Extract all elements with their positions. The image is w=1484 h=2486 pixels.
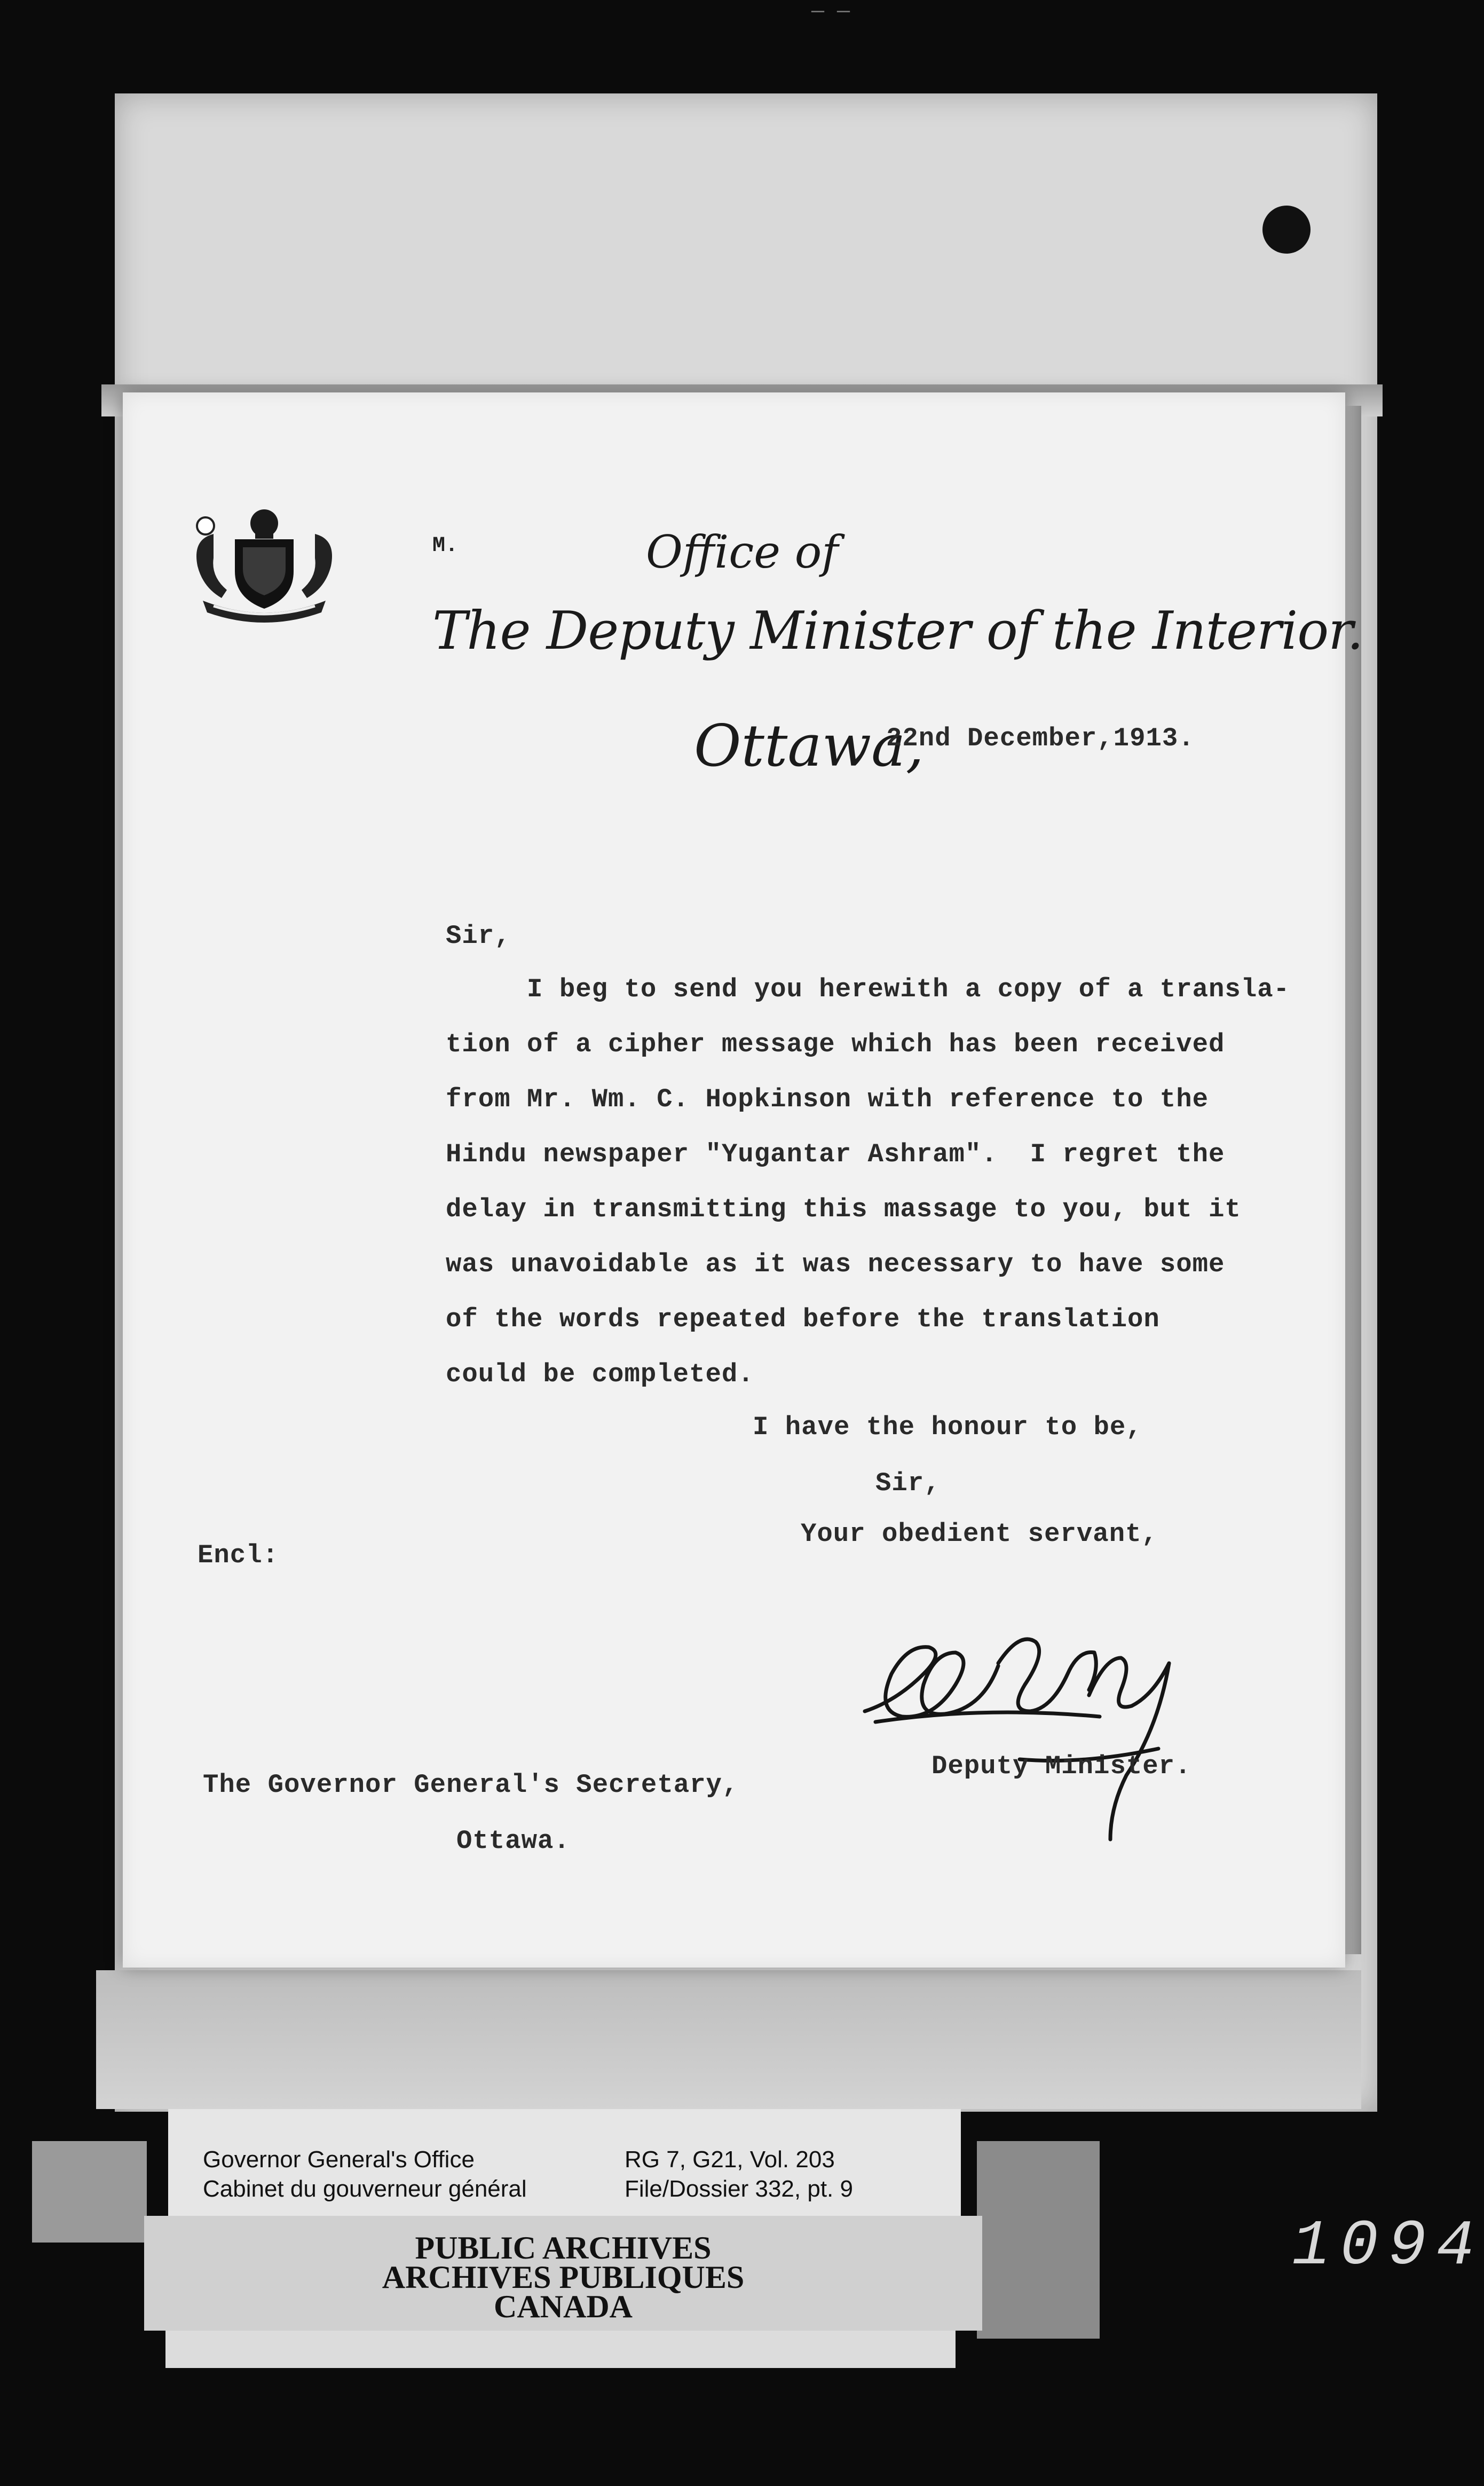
closing-line: Sir, — [875, 1468, 941, 1498]
signature-title: Deputy Minister. — [932, 1751, 1191, 1781]
body-line: delay in transmitting this massage to you, but it — [446, 1194, 1241, 1224]
archive-stamp-line: ARCHIVES PUBLIQUES — [382, 2260, 745, 2295]
body-line: of the words repeated before the translation — [446, 1304, 1160, 1334]
archive-office-en: Governor General's Office — [203, 2146, 475, 2173]
closing-line: I have the honour to be, — [753, 1412, 1142, 1442]
punch-hole — [1262, 206, 1311, 254]
archive-office-fr: Cabinet du gouverneur général — [203, 2176, 527, 2202]
letterhead-mark: M. — [432, 534, 459, 558]
top-edge-marks: — — — [811, 0, 850, 24]
body-line: I beg to send you herewith a copy of a transla- — [446, 974, 1290, 1004]
letterhead-city: Ottawa, — [694, 713, 924, 780]
frame-number: 1094 — [1292, 2210, 1484, 2283]
folder-bottom-strip — [96, 1970, 1361, 2109]
enclosure-note: Encl: — [198, 1540, 279, 1570]
archive-label-strip — [165, 2331, 956, 2368]
body-line: from Mr. Wm. C. Hopkinson with reference to the — [446, 1084, 1209, 1114]
body-line: tion of a cipher message which has been received — [446, 1029, 1225, 1059]
body-line: Hindu newspaper "Yugantar Ashram". I regret the — [446, 1139, 1225, 1169]
body-line: could be completed. — [446, 1359, 754, 1389]
letter-date: 22nd December,1913. — [886, 723, 1195, 753]
body-line: was unavoidable as it was necessary to have some — [446, 1249, 1225, 1279]
archive-stamp-line: CANADA — [494, 2289, 633, 2324]
archive-reference-1: RG 7, G21, Vol. 203 — [625, 2146, 835, 2173]
letterhead-office-of: Office of — [646, 526, 839, 578]
addressee-line: Ottawa. — [456, 1826, 570, 1856]
letterhead-department: The Deputy Minister of the Interior. — [432, 601, 1363, 662]
archive-reference-2: File/Dossier 332, pt. 9 — [625, 2176, 853, 2202]
salutation: Sir, — [446, 921, 511, 951]
label-right-tab — [977, 2141, 1100, 2339]
handwritten-signature — [859, 1620, 1222, 1866]
addressee-line: The Governor General's Secretary, — [203, 1770, 739, 1800]
archive-stamp-line: PUBLIC ARCHIVES — [415, 2230, 712, 2265]
closing-line: Your obedient servant, — [801, 1519, 1158, 1549]
royal-coat-of-arms-icon — [181, 502, 347, 625]
label-left-tab — [32, 2141, 147, 2243]
